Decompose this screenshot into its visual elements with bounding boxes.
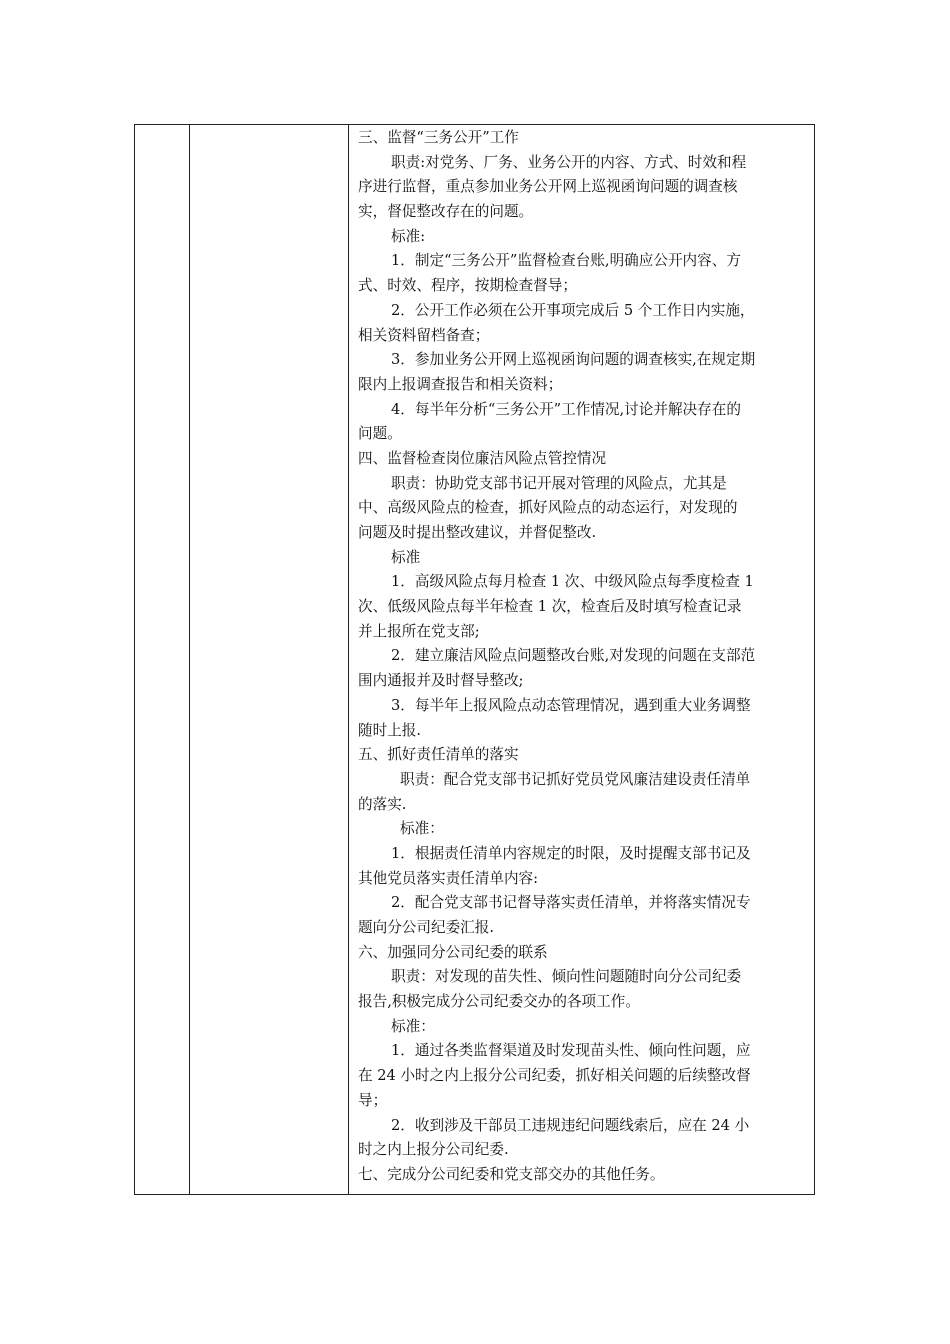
text-line: 序进行监督，重点参加业务公开网上巡视函询问题的调查核 [358,178,738,196]
text-line: 1．高级风险点每月检查 1 次、中级风险点每季度检查 1 [391,573,754,591]
text-line: 五、抓好责任清单的落实 [358,746,519,764]
text-line: 题向分公司纪委汇报. [358,919,494,936]
text-line: 3．参加业务公开网上巡视函询问题的调查核实,在规定期 [391,351,756,369]
column-divider-1 [189,125,190,1194]
text-line: 四、监督检查岗位廉洁风险点管控情况 [358,449,607,467]
text-line: 2．公开工作必须在公开事项完成后 5 个工作日内实施， [391,301,755,319]
text-line: 报告,积极完成分公司纪委交办的各项工作。 [358,993,640,1011]
text-line: 3．每半年上报风险点动态管理情况，遇到重大业务调整 [391,696,751,714]
text-line: 限内上报调查报告和相关资料； [358,375,563,393]
text-line: 在 24 小时之内上报分公司纪委，抓好相关问题的后续整改督 [358,1067,751,1085]
text-line: 标准： [400,820,444,838]
text-line: 实，督促整改存在的问题。 [358,203,534,221]
text-line: 时之内上报分公司纪委. [358,1141,509,1159]
text-line: 标准: [391,227,426,245]
text-line: 职责：配合党支部书记抓好党员党风廉洁建设责任清单 [400,770,751,788]
text-line: 2．配合党支部书记督导落实责任清单，并将落实情况专 [391,894,751,912]
text-line: 六、加强同分公司纪委的联系 [358,943,548,961]
text-line: 式、时效、程序，按期检查督导； [358,277,577,295]
text-line: 次、低级风险点每半年检查 1 次，检查后及时填写检查记录 [358,598,742,616]
text-line: 并上报所在党支部; [358,622,480,640]
duty-content-cell [358,126,810,1188]
text-line: 随时上报. [358,721,422,739]
text-line: 七、完成分公司纪委和党支部交办的其他任务。 [358,1165,665,1183]
text-line: 2．收到涉及干部员工违规违纪问题线索后，应在 24 小 [391,1116,750,1134]
text-line: 1．根据责任清单内容规定的时限，及时提醒支部书记及 [391,844,751,862]
text-line: 标准： [391,1017,435,1035]
text-line: 相关资料留档备查； [358,326,490,344]
text-line: 其他党员落实责任清单内容: [358,869,539,887]
text-line: 职责:对党务、厂务、业务公开的内容、方式、时效和程 [391,153,747,171]
text-line: 问题。 [358,425,402,443]
text-line: 1．制定“三务公开”监督检查台账,明确应公开内容、方 [391,252,741,270]
text-line: 2．建立廉洁风险点问题整改台账,对发现的问题在支部范 [391,647,756,665]
text-line: 标准 [391,548,421,566]
text-line: 问题及时提出整改建议，并督促整改. [358,524,597,541]
text-line: 三、监督“三务公开”工作 [358,129,519,146]
column-divider-2 [348,125,349,1194]
text-line: 4．每半年分析“三务公开”工作情况,讨论并解决存在的 [391,400,741,418]
text-line: 职责：对发现的苗失性、倾向性问题随时向分公司纪委 [391,968,742,986]
text-line: 导； [358,1091,388,1109]
text-line: 的落实. [358,795,407,813]
text-line: 围内通报并及时督导整改; [358,672,524,690]
text-line: 1．通过各类监督渠道及时发现苗头性、倾向性问题，应 [391,1042,751,1060]
text-line: 中、高级风险点的检查，抓好风险点的动态运行，对发现的 [358,499,738,517]
text-line: 职责：协助党支部书记开展对管理的风险点，尤其是 [391,474,727,492]
